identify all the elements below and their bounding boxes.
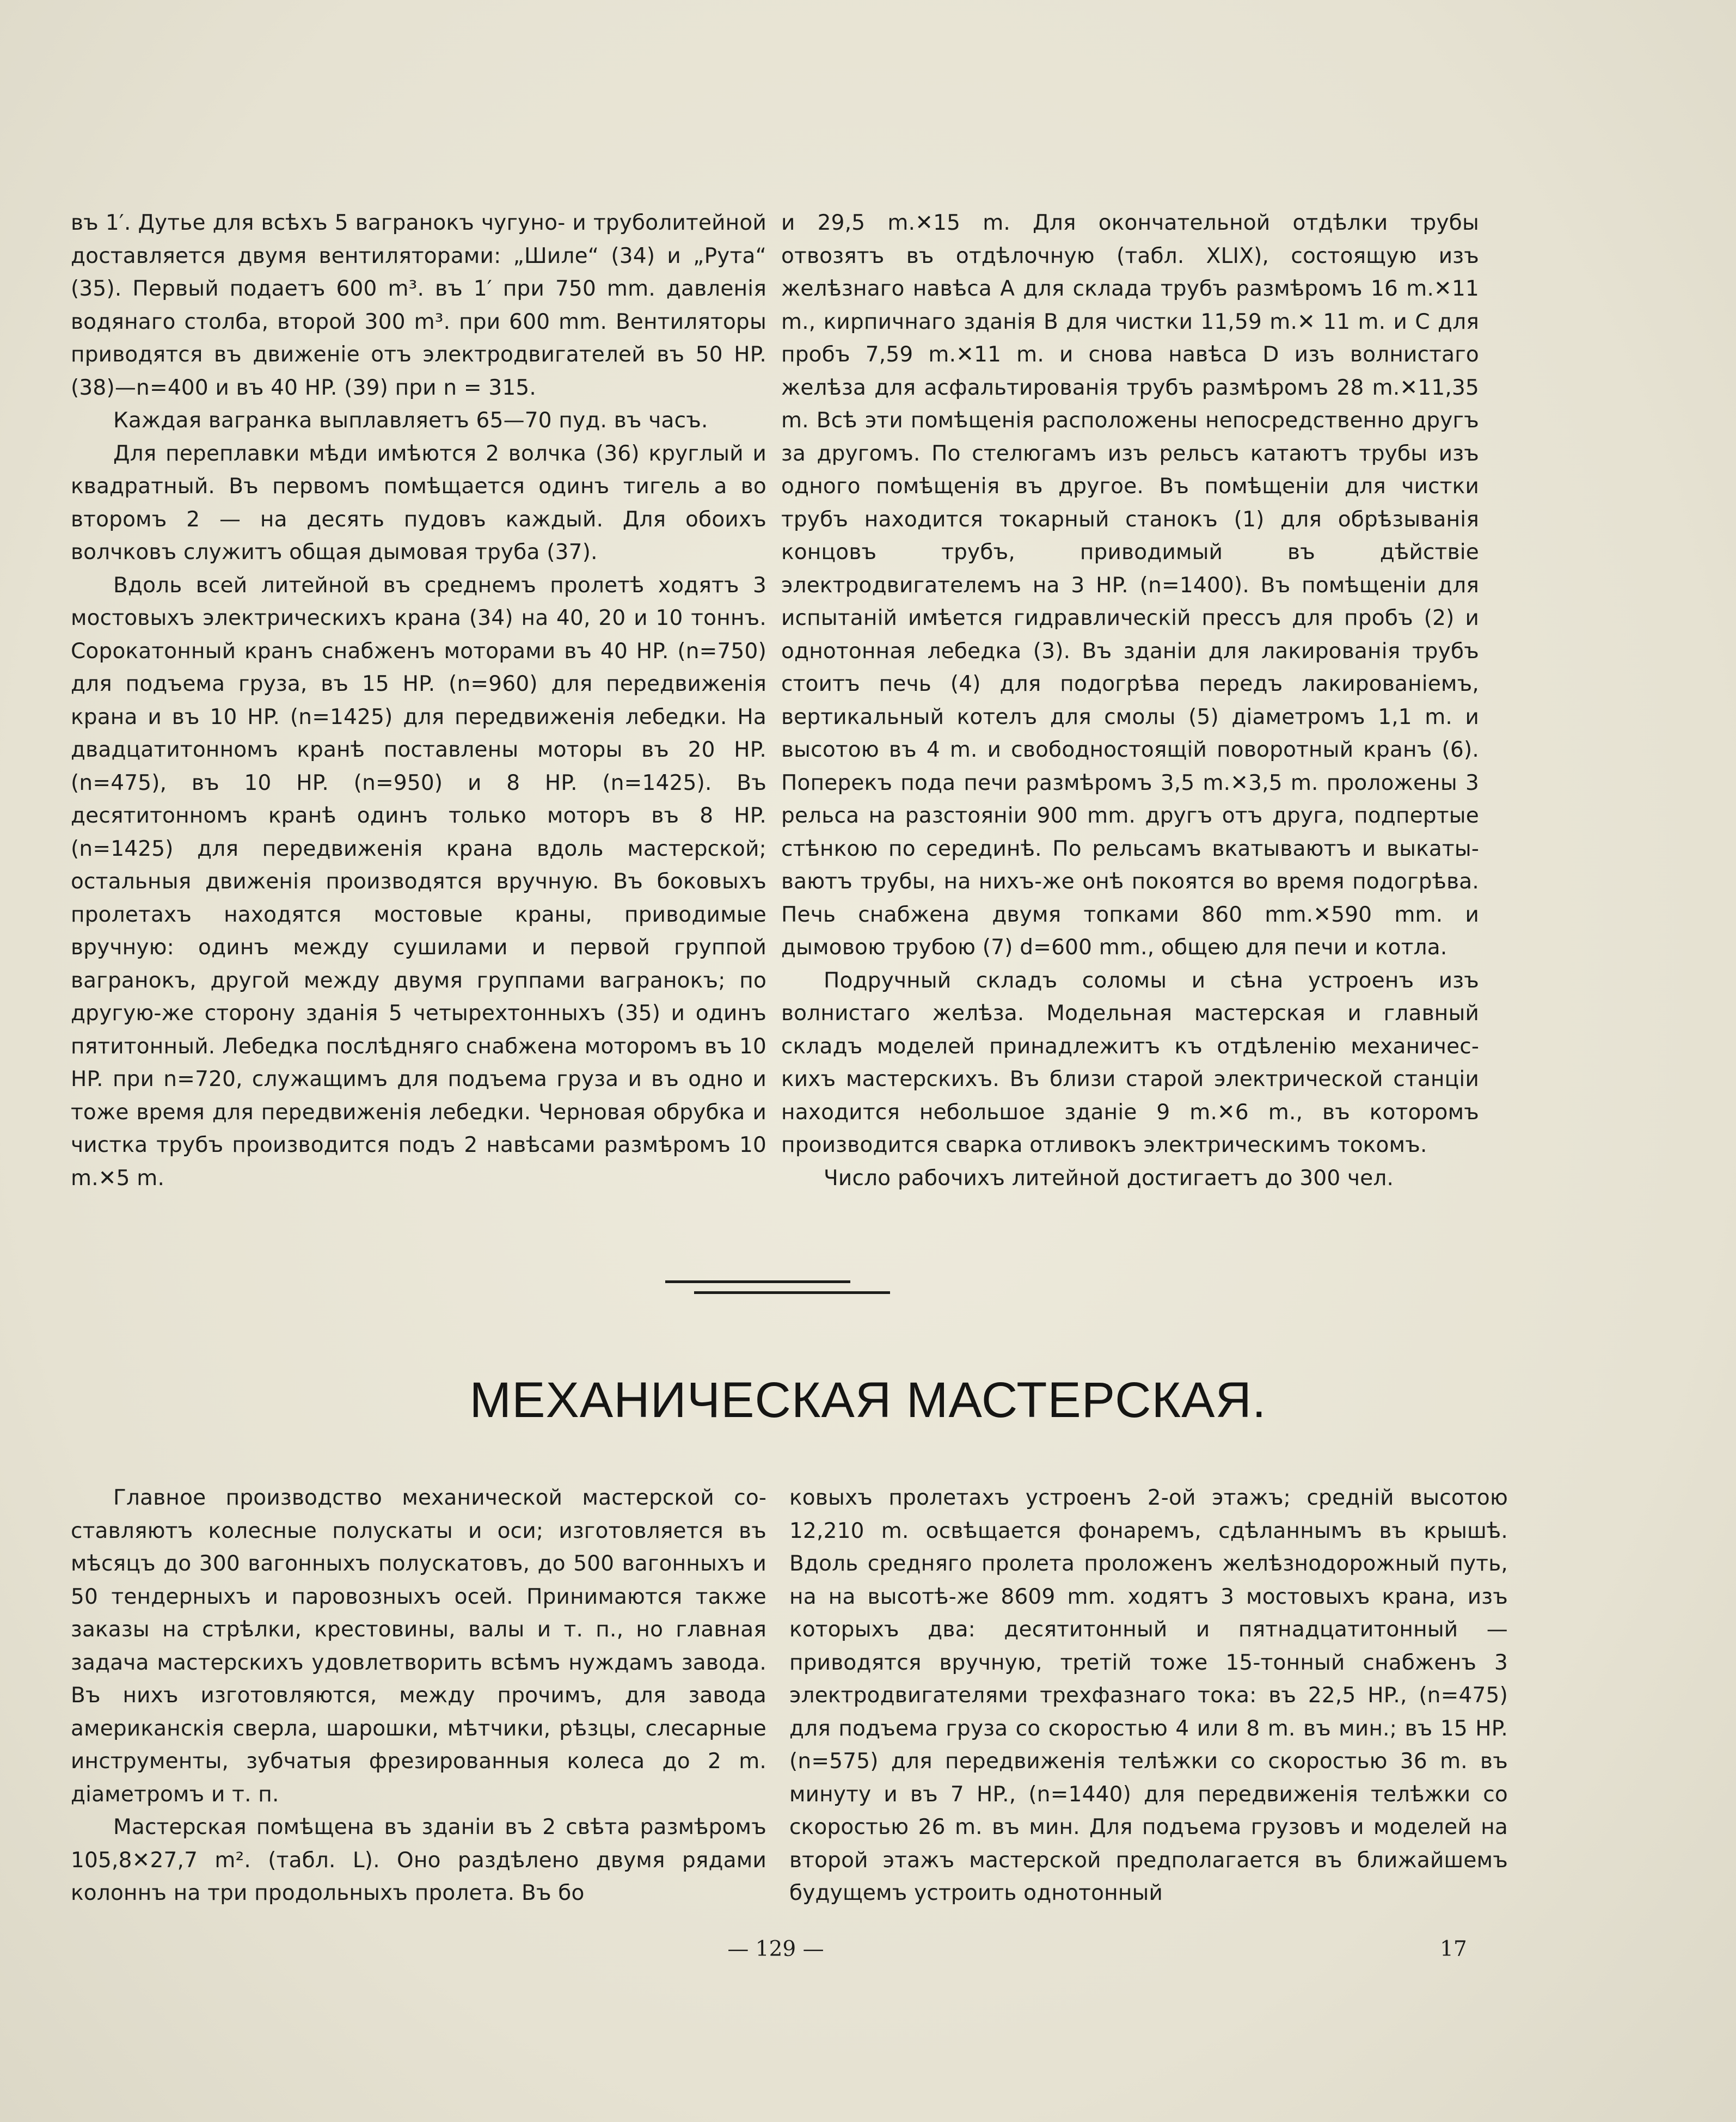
- paragraph: Главное производство механической мастерской составляютъ колесные полускаты и оси; изготовляется въ мѣсяцъ до 300 вагонныхъ полускатовъ, до 500 вагонныхъ и 50 тендерныхъ и паровозныхъ осей. Принимаются также заказы на стрѣлки, крестовины, валы и т. п., но главная задача мастерскихъ удовлетворить всѣмъ нуждамъ завода. Въ нихъ изготовляются, между прочимъ, для завода американскія сверла, шарошки, мѣтчики, рѣзцы, слесарные инструменты, зубчатыя фрезированныя колеса до 2 m. діаметромъ и т. п.: [71, 1486, 766, 1807]
- section-divider-rule: [665, 1280, 850, 1283]
- paragraph: Каждая вагранка выплавляетъ 65—70 пуд. въ часъ.: [113, 408, 708, 433]
- paragraph: и 29,5 m.✕15 m. Для окончательной отдѣлки трубы отвозятъ въ отдѣлочную (табл. XLIX), состоящую изъ желѣзнаго навѣса А для склада трубъ размѣромъ 16 m.✕11 m., кирпичнаго зданія В для чистки 11,59 m.✕ 11 m. и С для пробъ 7,59 m.✕11 m. и снова навѣса D изъ волнистаго желѣза для асфальтированія трубъ размѣромъ 28 m.✕11,35 m. Всѣ эти помѣщенія расположены непосредственно другъ за другомъ. По стелюгамъ изъ рельсъ катаютъ трубы изъ одного помѣщенія въ другое. Въ помѣщеніи для чистки трубъ находится токарный станокъ (1) для обрѣзыванія концовъ трубъ, приводимый въ дѣйствіе электродвигателемъ на 3 HP. (n=1400). Въ помѣщеніи для испытаній имѣется гидравлическій прессъ для пробъ (2) и однотонная лебедка (3). Въ зданіи для лакированія трубъ стоитъ печь (4) для подогрѣва передъ лакированіемъ, вертикальный котелъ для смолы (5) діаметромъ 1,1 m. и высотою въ 4 m. и свободностоящій поворотный кранъ (6). Поперекъ пода печи размѣромъ 3,5 m.✕3,5 m. проложены 3 рельса на разстояніи 900 mm. другъ отъ друга, подпертые стѣнкою по серединѣ. По рельсамъ вкатываютъ и выкатываютъ трубы, на нихъ-же онѣ покоятся во время подогрѣва. Печь снабжена двумя топками 860 mm.✕590 mm. и дымовою трубою (7) d=600 mm., общею для печи и котла.: [781, 211, 1479, 960]
- paragraph: Подручный складъ соломы и сѣна устроенъ изъ волнистаго желѣза. Модельная мастерская и главный складъ моделей принадлежитъ къ отдѣленію механическихъ мастерскихъ. Въ близи старой электрической станціи находится небольшое зданіе 9 m.✕6 m., въ которомъ производится сварка отливокъ электрическимъ токомъ.: [781, 968, 1479, 1157]
- paragraph: Число рабочихъ литейной достигаетъ до 300 чел.: [824, 1166, 1394, 1191]
- section-divider-rule: [694, 1291, 890, 1294]
- paragraph: Мастерская помѣщена въ зданіи въ 2 свѣта размѣромъ 105,8✕27,7 m². (табл. L). Оно раздѣлено двумя рядами колоннъ на три продольныхъ пролета. Въ бо: [71, 1815, 766, 1905]
- sheet-number: 17: [1440, 1937, 1467, 1961]
- text-column-left-top: [71, 207, 766, 1195]
- text-column-left-bottom: [71, 1482, 766, 1910]
- page-number: — 129 —: [727, 1937, 824, 1961]
- text-column-right-top: [781, 207, 1479, 1195]
- section-title: МЕХАНИЧЕСКАЯ МАСТЕРСКАЯ.: [469, 1372, 1267, 1428]
- paragraph: Для переплавки мѣди имѣются 2 волчка (36) круглый и квадратный. Въ первомъ помѣщается одинъ тигель а во второмъ 2 — на десять пудовъ каждый. Для обоихъ волчковъ служитъ общая дымовая труба (37).: [71, 441, 766, 565]
- text-column-right-bottom: [789, 1482, 1508, 1910]
- paragraph: въ 1′. Дутье для всѣхъ 5 вагранокъ чугуно- и труболитейной доставляется двумя вентиляторами: „Шиле“ (34) и „Рута“ (35). Первый подаетъ 600 m³. въ 1′ при 750 mm. давленія водянаго столба, второй 300 m³. при 600 mm. Вентиляторы приводятся въ движеніе отъ электродвигателей въ 50 HP. (38)—n=400 и въ 40 HP. (39) при n = 315.: [71, 211, 766, 400]
- paragraph: Вдоль всей литейной въ среднемъ пролетѣ ходятъ 3 мостовыхъ электрическихъ крана (34) на 40, 20 и 10 тоннъ. Сорокатонный кранъ снабженъ моторами въ 40 HP. (n=750) для подъема груза, въ 15 HP. (n=960) для передвиженія крана и въ 10 HP. (n=1425) для передвиженія лебедки. На двадцатитонномъ кранѣ поставлены моторы въ 20 HP. (n=475), въ 10 HP. (n=950) и 8 HP. (n=1425). Въ десятитонномъ кранѣ одинъ только моторъ въ 8 HP. (n=1425) для передвиженія крана вдоль мастерской; остальныя движенія производятся вручную. Въ боковыхъ пролетахъ находятся мостовые краны, приводимые вручную: одинъ между сушилами и первой группой вагранокъ, другой между двумя группами вагранокъ; по другую-же сторону зданія 5 четырехтонныхъ (35) и одинъ пятитонный. Лебедка послѣдняго снабжена моторомъ въ 10 HP. при n=720, служащимъ для подъема груза и въ одно и тоже время для передвиженія лебедки. Черновая обрубка и чистка трубъ производится подъ 2 навѣсами размѣромъ 10 m.✕5 m.: [71, 573, 766, 1191]
- paragraph: ковыхъ пролетахъ устроенъ 2-ой этажъ; средній высотою 12,210 m. освѣщается фонаремъ, сдѣланнымъ въ крышѣ. Вдоль средняго пролета проложенъ желѣзнодорожный путь, на на высотѣ-же 8609 mm. ходятъ 3 мостовыхъ крана, изъ которыхъ два: десятитонный и пятнадцатитонный — приводятся вручную, третій тоже 15-тонный снабженъ 3 электродвигателями трехфазнаго тока: въ 22,5 HP., (n=475) для подъема груза со скоростью 4 или 8 m. въ мин.; въ 15 HP. (n=575) для передвиженія телѣжки со скоростью 36 m. въ минуту и въ 7 HP., (n=1440) для передвиженія телѣжки со скоростью 26 m. въ мин. Для подъема грузовъ и моделей на второй этажъ мастерской предполагается въ ближайшемъ будущемъ устроить однотонный: [789, 1486, 1508, 1905]
